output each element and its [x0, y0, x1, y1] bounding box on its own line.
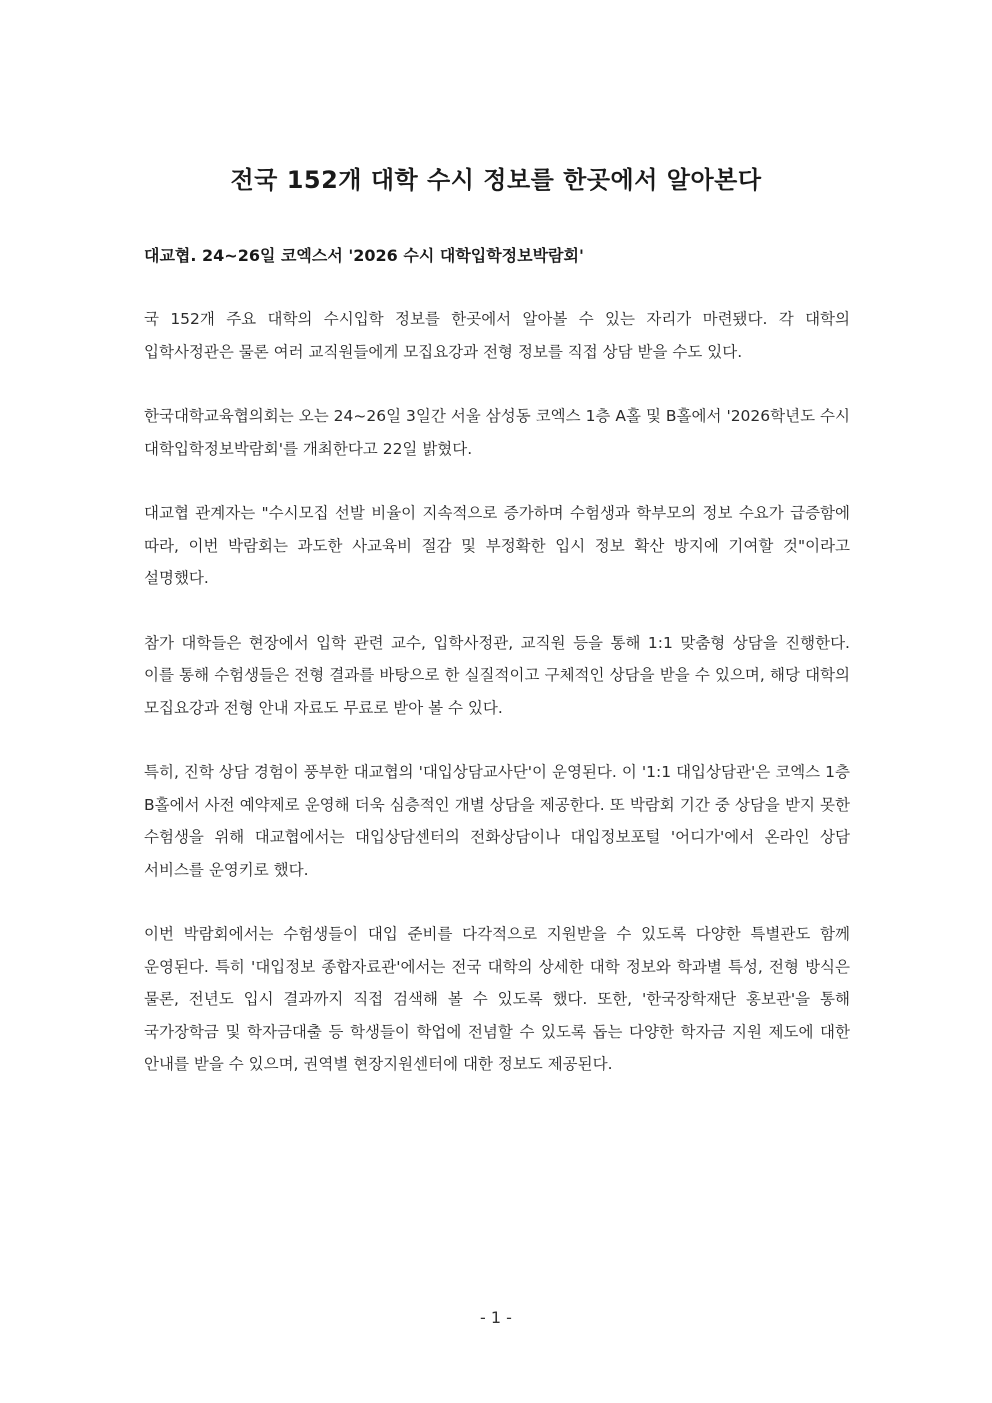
page-number: - 1 -	[480, 1308, 512, 1327]
paragraph-4: 참가 대학들은 현장에서 입학 관련 교수, 입학사정관, 교직원 등을 통해 1:1 맞춤형 상담을 진행한다. 이를 통해 수험생들은 전형 결과를 바탕으로 한 실질적이고 구체적인 상담을 받을 수 있으며, 해당 대학의 모집요강과 전형 안내 자료도 무료로 받아 볼 수 있다.	[144, 633, 850, 717]
paragraph-5: 특히, 진학 상담 경험이 풍부한 대교협의 '대입상담교사단'이 운영된다. 이 '1:1 대입상담관'은 코엑스 1층 B홀에서 사전 예약제로 운영해 더욱 심층적인 개별 상담을 제공한다. 또 박람회 기간 중 상담을 받지 못한 수험생을 위해 대교협에서는 대입상담센터의 전화상담이나 대입정보포털 '어디가'에서 온라인 상담 서비스를 운영키로 했다.	[144, 763, 850, 879]
paragraph-6: 이번 박람회에서는 수험생들이 대입 준비를 다각적으로 지원받을 수 있도록 다양한 특별관도 함께 운영된다. 특히 '대입정보 종합자료관'에서는 전국 대학의 상세한 대학 정보와 학과별 특성, 전형 방식은 물론, 전년도 입시 결과까지 직접 검색해 볼 수 있도록 했다. 또한, '한국장학재단 홍보관'을 통해 국가장학금 및 학자금대출 등 학생들이 학업에 전념할 수 있도록 돕는 다양한 학자금 지원 제도에 대한 안내를 받을 수 있으며, 권역별 현장지원센터에 대한 정보도 제공된다.	[144, 925, 850, 1073]
paragraph-3: 대교협 관계자는 "수시모집 선발 비율이 지속적으로 증가하며 수험생과 학부모의 정보 수요가 급증함에 따라, 이번 박람회는 과도한 사교육비 절감 및 부정확한 입시 정보 확산 방지에 기여할 것"이라고 설명했다.	[144, 504, 850, 587]
document-subtitle: 대교협. 24~26일 코엑스서 '2026 수시 대학입학정보박람회'	[144, 246, 584, 265]
document-title: 전국 152개 대학 수시 정보를 한곳에서 알아본다	[230, 166, 762, 194]
paragraph-1: 국 152개 주요 대학의 수시입학 정보를 한곳에서 알아볼 수 있는 자리가 마련됐다. 각 대학의 입학사정관은 물론 여러 교직원들에게 모집요강과 전형 정보를 직접 상담 받을 수도 있다.	[144, 310, 850, 361]
document-body	[144, 303, 850, 1113]
paragraph-2: 한국대학교육협의회는 오는 24~26일 3일간 서울 삼성동 코엑스 1층 A홀 및 B홀에서 '2026학년도 수시 대학입학정보박람회'를 개최한다고 22일 밝혔다.	[144, 407, 850, 458]
